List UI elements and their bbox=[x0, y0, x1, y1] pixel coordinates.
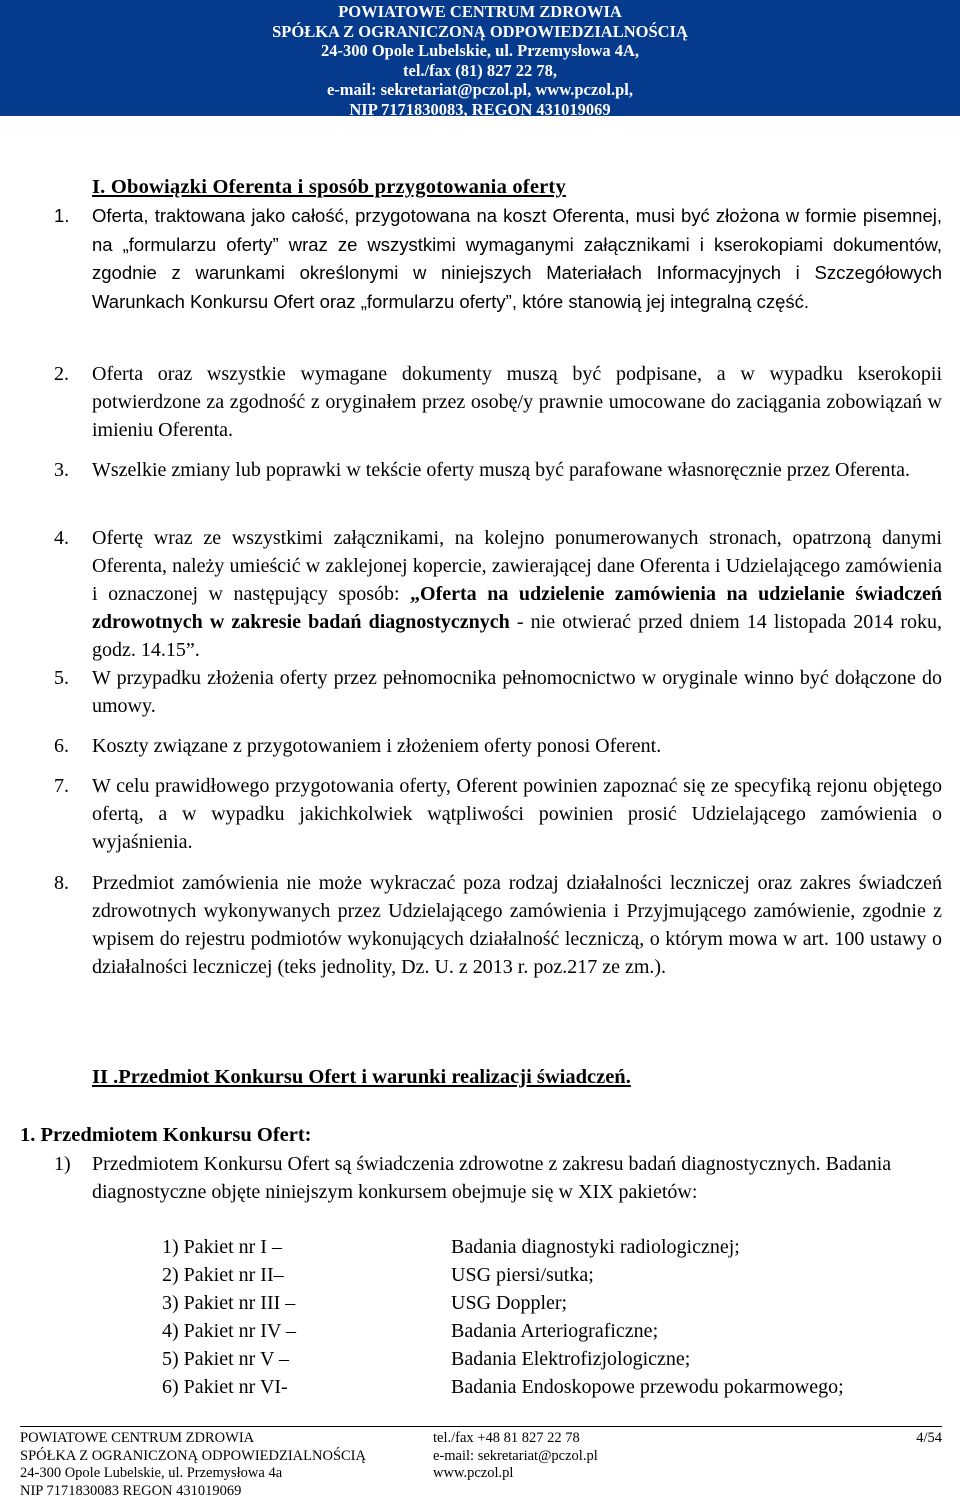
footer-website: www.pczol.pl bbox=[433, 1465, 514, 1481]
footer-tax-ids: NIP 7171830083 REGON 431019069 bbox=[20, 1482, 242, 1499]
package-label: 6) Pakiet nr VI- bbox=[162, 1376, 288, 1398]
package-description: USG piersi/sutka; bbox=[451, 1264, 594, 1286]
company-tax-ids: NIP 7171830083, REGON 431019069 bbox=[349, 99, 611, 119]
package-row bbox=[162, 1289, 942, 1317]
list-item-4 bbox=[54, 524, 942, 664]
item-number: 4. bbox=[54, 527, 69, 549]
item-text: Przedmiotem Konkursu Ofert są świadczenia zdrowotne z zakresu badań diagnostycznych. Badania diagnostyczne objęte niniejszym konkursem obejmuje się w XIX pakietów: bbox=[92, 1153, 892, 1203]
item-number: 1) bbox=[54, 1153, 71, 1175]
company-legal-form: SPÓŁKA Z OGRANICZONĄ ODPOWIEDZIALNOŚCIĄ bbox=[272, 21, 688, 41]
item-text: W celu prawidłowego przygotowania oferty, Oferent powinien zapoznać się ze specyfiką rejonu objętego ofertą, a w wypadku jakichkolwiek wątpliwości powinien prosić Udzielającego zamówienia o wyjaśnienia. bbox=[92, 775, 942, 853]
footer-address: 24-300 Opole Lubelskie, ul. Przemysłowa 4a bbox=[20, 1465, 283, 1481]
item-text: Oferta, traktowana jako całość, przygotowana na koszt Oferenta, musi być złożona w formie pisemnej, na „formularzu oferty” wraz ze wszystkimi wymaganymi załącznikami i kserokopiami dokumentów, zgodnie z warunkami określonymi w niniejszych Materiałach Informacyjnych i Szczegółowych Warunkach Konkursu Ofert oraz „formularzu oferty”, które stanowią jej integralną część. bbox=[92, 205, 942, 312]
list-item-8 bbox=[54, 869, 942, 981]
item-text-plain: Ofertę wraz ze wszystkimi załącznikami, na kolejno ponumerowanych stronach, opatrzoną danymi Oferenta, należy umieścić w zaklejonej kopercie, zawierającej dane Oferenta i Udzielającego zamówienia i oznaczonej w następujący sposób: bbox=[92, 527, 942, 605]
company-email: e-mail: sekretariat@pczol.pl, www.pczol.pl, bbox=[326, 80, 634, 99]
footer-company bbox=[20, 1430, 366, 1500]
package-row bbox=[162, 1345, 942, 1373]
package-row bbox=[162, 1261, 942, 1289]
package-description: USG Doppler; bbox=[451, 1292, 568, 1314]
list-item-1 bbox=[54, 202, 942, 316]
list-item-2 bbox=[54, 360, 942, 444]
package-row bbox=[162, 1233, 942, 1261]
section-2-title: II .Przedmiot Konkursu Ofert i warunki realizacji świadczeń. bbox=[92, 1066, 631, 1088]
list-item-7 bbox=[54, 772, 942, 856]
item-text: Oferta oraz wszystkie wymagane dokumenty muszą być podpisane, a w wypadku kserokopii potwierdzone za zgodność z oryginałem przez osobę/y prawnie umocowane do zaciągania zobowiązań w imieniu Oferenta. bbox=[92, 363, 942, 441]
item-number: 8. bbox=[54, 872, 69, 894]
item-text bbox=[92, 524, 942, 664]
item-number: 7. bbox=[54, 775, 69, 797]
package-description: Badania Arteriograficzne; bbox=[451, 1320, 659, 1342]
package-label: 4) Pakiet nr IV – bbox=[162, 1320, 297, 1342]
package-row bbox=[162, 1317, 942, 1345]
footer-divider bbox=[20, 1426, 942, 1427]
item-text-deadline: - nie otwierać przed dniem 14 listopada 2014 roku, godz. 14.15”. bbox=[92, 611, 942, 661]
list-item-6 bbox=[54, 732, 942, 760]
package-label: 5) Pakiet nr V – bbox=[162, 1348, 290, 1370]
letterhead bbox=[0, 0, 960, 119]
list-item-3 bbox=[54, 456, 942, 484]
company-name: POWIATOWE CENTRUM ZDROWIA bbox=[338, 2, 622, 21]
package-description: Badania Endoskopowe przewodu pokarmowego; bbox=[451, 1376, 844, 1398]
list-item-5 bbox=[54, 664, 942, 720]
item-text: W przypadku złożenia oferty przez pełnomocnika pełnomocnictwo w oryginale winno być dołączone do umowy. bbox=[92, 667, 942, 717]
subsection-title: 1. Przedmiotem Konkursu Ofert: bbox=[20, 1124, 312, 1146]
footer-phone: tel./fax +48 81 827 22 78 bbox=[433, 1430, 580, 1446]
item-text: Przedmiot zamówienia nie może wykraczać poza rodzaj działalności leczniczej oraz zakres świadczeń zdrowotnych wykonywanych przez Udzielającego zamówienia i Przyjmującego zamówienie, zgodnie z wpisem do rejestru podmiotów wykonujących działalność leczniczą, o którym mowa w art. 100 ustawy o działalności leczniczej (teks jednolity, Dz. U. z 2013 r. poz.217 ze zm.). bbox=[92, 872, 942, 978]
section-1-title: I. Obowiązki Oferenta i sposób przygotowania oferty bbox=[92, 176, 566, 198]
footer-legal-form: SPÓŁKA Z OGRANICZONĄ ODPOWIEDZIALNOŚCIĄ bbox=[20, 1447, 366, 1464]
package-description: Badania Elektrofizjologiczne; bbox=[451, 1348, 691, 1370]
package-row bbox=[162, 1373, 942, 1401]
package-label: 1) Pakiet nr I – bbox=[162, 1236, 282, 1258]
subject-intro bbox=[54, 1150, 934, 1206]
company-phone: tel./fax (81) 827 22 78, bbox=[403, 60, 557, 80]
item-text: Wszelkie zmiany lub poprawki w tekście oferty muszą być parafowane własnoręcznie przez Oferenta. bbox=[92, 459, 910, 481]
item-text: Koszty związane z przygotowaniem i złożeniem oferty ponosi Oferent. bbox=[92, 735, 662, 757]
footer-email: e-mail: sekretariat@pczol.pl bbox=[433, 1447, 598, 1464]
package-label: 2) Pakiet nr II– bbox=[162, 1264, 284, 1286]
item-number: 1. bbox=[54, 205, 70, 226]
footer-contact bbox=[433, 1430, 598, 1483]
page-number: 4/54 bbox=[916, 1430, 942, 1446]
footer-company-name: POWIATOWE CENTRUM ZDROWIA bbox=[20, 1430, 255, 1446]
package-label: 3) Pakiet nr III – bbox=[162, 1292, 296, 1314]
package-description: Badania diagnostyki radiologicznej; bbox=[451, 1236, 740, 1258]
company-address: 24-300 Opole Lubelskie, ul. Przemysłowa 4A, bbox=[320, 41, 640, 60]
item-number: 6. bbox=[54, 735, 69, 757]
envelope-label-bold: „Oferta na udzielenie zamówienia na udzielanie świadczeń zdrowotnych w zakresie badań diagnostycznych bbox=[92, 583, 942, 633]
item-number: 5. bbox=[54, 667, 69, 689]
item-number: 3. bbox=[54, 459, 69, 481]
item-number: 2. bbox=[54, 363, 69, 385]
